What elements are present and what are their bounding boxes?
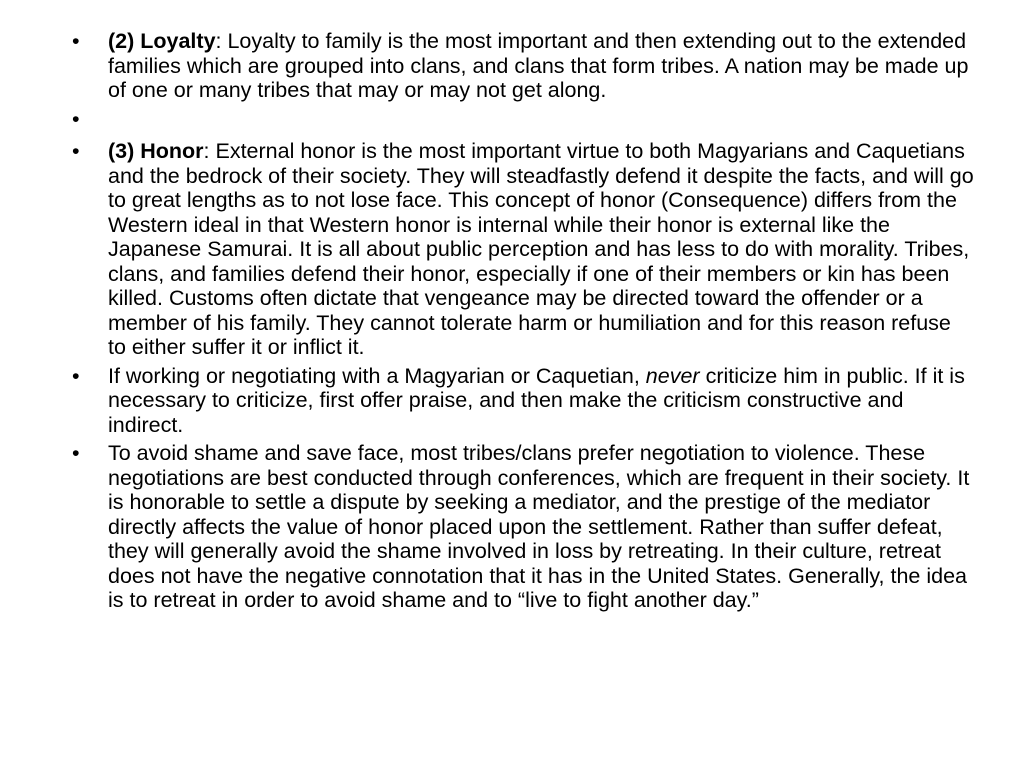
bullet-honor <box>72 139 974 360</box>
honor-heading: (3) Honor <box>108 139 204 163</box>
criticism-text-before: If working or negotiating with a Magyarian or Caquetian, <box>108 363 646 388</box>
honor-text: : External honor is the most important virtue to both Magyarians and Caquetians and the bedrock of their society. They will steadfastly defend it despite the facts, and will go to great lengths as to not lose face. This concept of honor (Consequence) differs from the Western ideal in that Western honor is internal while their honor is external like the Japanese Samurai. It is all about public perception and has less to do with morality. Tribes, clans, and families defend their honor, especially if one of their members or kin has been killed. Customs often dictate that vengeance may be directed toward the offender or a member of his family. They cannot tolerate harm or humiliation and for this reason refuse to either suffer it or inflict it. <box>108 139 974 359</box>
bullet-criticism <box>72 364 974 438</box>
bullet-marker: • <box>72 441 80 465</box>
bullet-marker: • <box>72 29 80 53</box>
criticism-emphasis: never <box>645 363 700 388</box>
loyalty-text: : Loyalty to family is the most important and then extending out to the extended families which are grouped into clans, and clans that form tribes. A nation may be made up of one or many tribes that may or may not get along. <box>108 29 969 102</box>
bullet-empty <box>72 107 974 132</box>
bullet-marker: • <box>72 363 80 388</box>
shame-text: To avoid shame and save face, most tribes/clans prefer negotiation to violence. These negotiations are best conducted through conferences, which are frequent in their society. It is honorable to settle a dispute by seeking a mediator, and the prestige of the mediator directly affects the value of honor placed upon the settlement. Rather than suffer defeat, they will generally avoid the shame involved in loss by retreating. In their culture, retreat does not have the negative connotation that it has in the United States. Generally, the idea is to retreat in order to avoid shame and to “live to fight another day.” <box>108 441 970 612</box>
bullet-list <box>72 29 974 613</box>
loyalty-heading: (2) Loyalty <box>108 29 216 53</box>
bullet-marker: • <box>72 139 80 163</box>
bullet-marker: • <box>72 106 80 131</box>
criticism-text-after: criticize him in public. If it is necessary to criticize, first offer praise, and then make the criticism constructive and indirect. <box>108 363 965 437</box>
bullet-shame <box>72 441 974 613</box>
bullet-loyalty <box>72 29 974 103</box>
